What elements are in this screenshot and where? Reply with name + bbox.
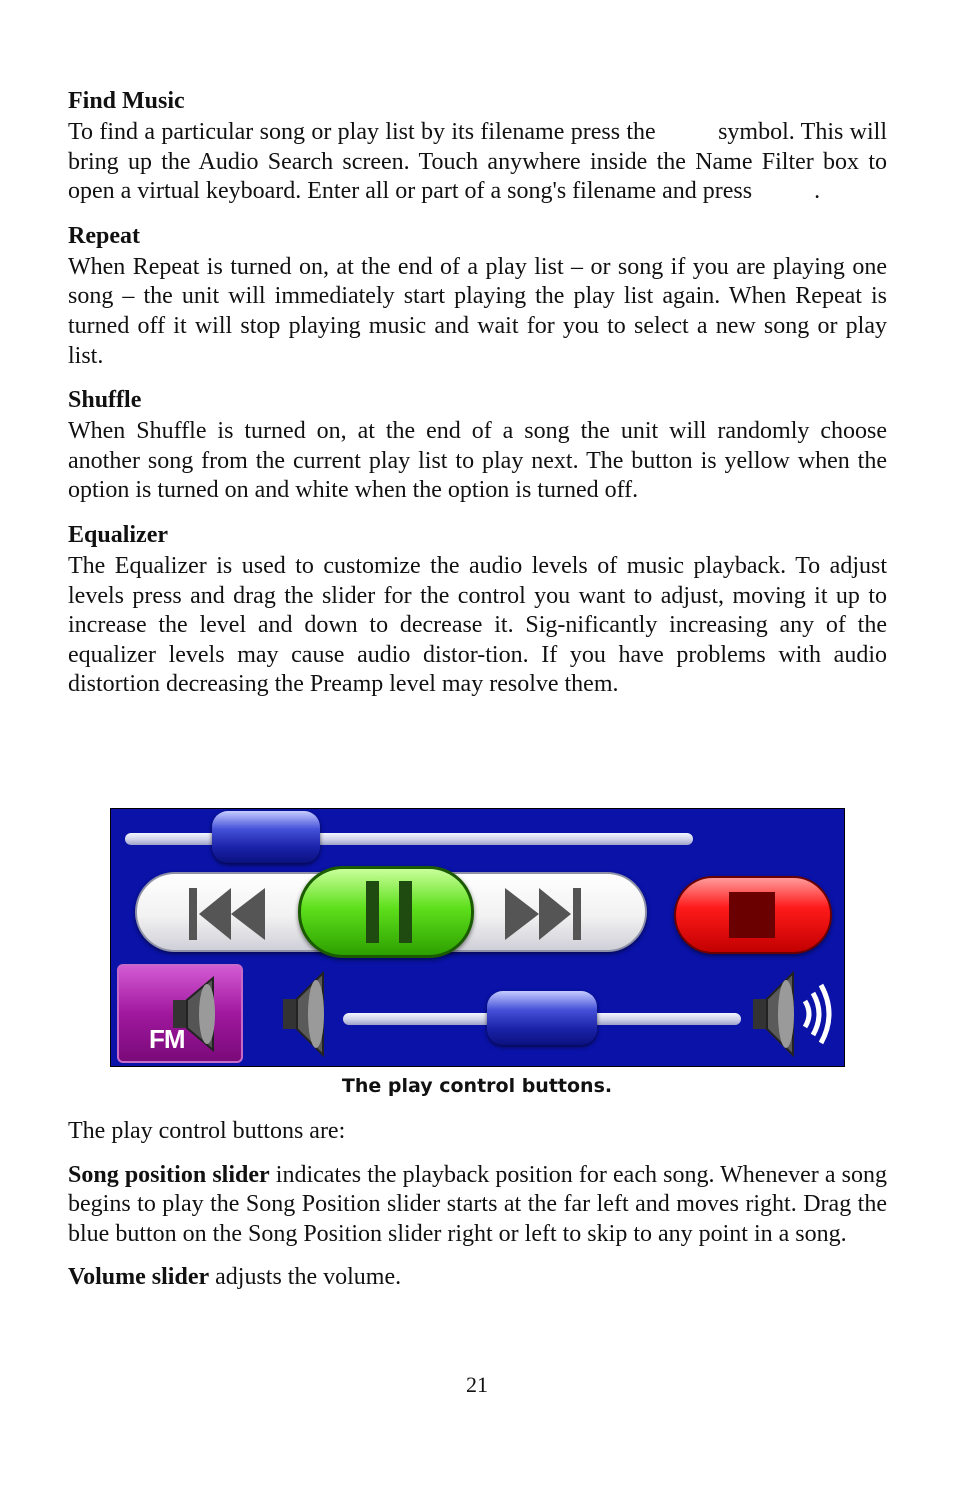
- equalizer-paragraph: The Equalizer is used to customize the audio levels of music playback. To adjust levels press and drag the slider for the control you want to adjust, moving it up to increase the level and down to decrease it. Sig-nificantly increasing any of the equalizer levels may cause audio distor-tion. If you have problems with audio distortion decreasing the Preamp level may resolve them.: [68, 552, 887, 698]
- definition-text: indicates the playback position for each song. Whenever a song begins to play the Song Position slider starts at the far left and moves right. Drag the blue button on the Song Position slider right or left to skip to any point in a song.: [68, 1161, 888, 1247]
- repeat-heading: Repeat: [68, 222, 140, 249]
- find-music-text-2: symbol. This will bring up the Audio Search screen. Touch anywhere inside the Name Filter box to open a virtual keyboard. Enter all or part of a song's filename and press: [68, 119, 888, 205]
- page-number: 21: [466, 1372, 488, 1397]
- definitions-section: [68, 1117, 887, 1307]
- volume-knob[interactable]: [487, 991, 597, 1045]
- pause-icon: [366, 881, 416, 943]
- volume-high-icon[interactable]: [753, 969, 837, 1059]
- stop-icon: [729, 892, 775, 938]
- volume-low-icon[interactable]: [283, 969, 327, 1059]
- definition-term: Volume slider: [68, 1264, 210, 1291]
- find-music-text-end: .: [814, 178, 821, 205]
- find-music-text-1: To find a particular song or play list by its filename press the: [68, 119, 656, 145]
- fm-radio-button[interactable]: [117, 964, 243, 1063]
- song-position-track[interactable]: [125, 833, 693, 845]
- shuffle-heading: Shuffle: [68, 387, 142, 414]
- definition-text: adjusts the volume.: [209, 1264, 402, 1291]
- intro-paragraph: The play control buttons are:: [68, 1118, 346, 1144]
- page-body: [68, 86, 887, 714]
- definition-song-position: [68, 1161, 887, 1250]
- shuffle-paragraph: When Shuffle is turned on, at the end of a song the unit will randomly choose another song from the current play list to play next. The button is yellow when the option is turned on and white when the option is turned off.: [68, 418, 887, 504]
- definition-term: Song position slider: [68, 1161, 270, 1188]
- definition-volume: [68, 1263, 887, 1293]
- find-music-heading: Find Music: [68, 88, 185, 114]
- previous-track-icon[interactable]: [189, 888, 275, 940]
- next-track-icon[interactable]: [505, 888, 591, 940]
- figure-caption: The play control buttons.: [341, 1075, 613, 1097]
- equalizer-heading: Equalizer: [68, 521, 168, 548]
- find-music-paragraph: [68, 118, 887, 207]
- play-controls-figure: [110, 808, 845, 1067]
- repeat-paragraph: When Repeat is turned on, at the end of a play list – or song if you are playing one song – the unit will immediately start playing the play list again. When Repeat is turned off it will stop playing music and wait for you to select a new song or play list.: [68, 253, 887, 369]
- song-position-knob[interactable]: [212, 811, 320, 863]
- fm-label: FM: [149, 1024, 185, 1054]
